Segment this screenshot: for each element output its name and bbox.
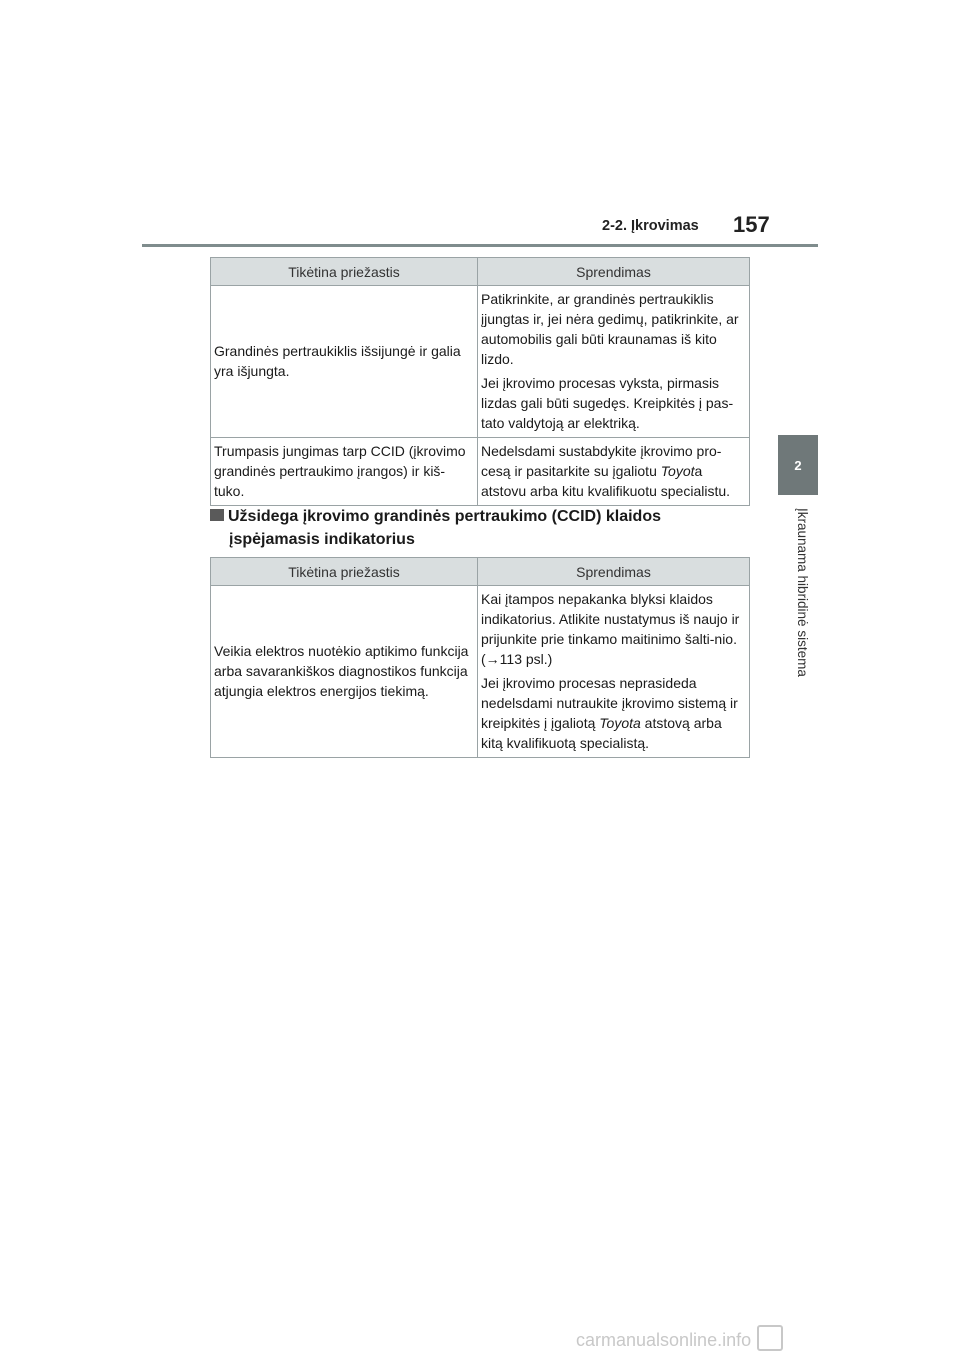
solution-text: a atstovu arba kitu kvalifikuotu specialistu. xyxy=(481,463,731,499)
solution-text: Nedelsdami sustabdykite įkrovimo pro-cesą ir pasitarkite su įgaliotu xyxy=(481,443,722,479)
cause-cell: Veikia elektros nuotėkio aptikimo funkcija arba savarankiškos diagnostikos funkcija atjungia elektros energijos tiekimą. xyxy=(211,586,478,758)
solution-paragraph xyxy=(481,673,745,753)
table-row xyxy=(211,286,750,438)
table-header-row xyxy=(211,558,750,586)
table-row xyxy=(211,438,750,506)
watermark-text: carmanualsonline.info xyxy=(576,1330,752,1350)
heading-line-2: įspėjamasis indikatorius xyxy=(229,531,415,548)
chapter-side-title: Įkraunama hibridinė sistema xyxy=(795,508,810,677)
solution-paragraph: Patikrinkite, ar grandinės pertraukiklis įjungtas ir, jei nėra gedimų, patikrinkite, ar automobilis gali būti kraunamas iš kito lizdo. xyxy=(481,291,739,367)
solution-text: atstovą arba kitą kvalifikuotą specialistą. xyxy=(481,715,722,751)
page-number: 157 xyxy=(733,212,770,237)
header-rule xyxy=(142,244,818,247)
watermark-logo-icon xyxy=(757,1325,783,1351)
column-header-cause: Tikėtina priežastis xyxy=(211,258,478,286)
brand-name: Toyot xyxy=(660,463,695,479)
column-header-solution: Sprendimas xyxy=(478,258,750,286)
solution-cell xyxy=(478,438,750,506)
solution-cell xyxy=(478,286,750,438)
watermark xyxy=(576,1325,783,1351)
chapter-tab-number: 2 xyxy=(794,457,802,473)
heading-line-1: Užsidega įkrovimo grandinės pertraukimo (CCID) klaidos xyxy=(228,508,661,525)
chapter-tab xyxy=(778,435,818,495)
square-bullet-icon xyxy=(210,509,224,521)
solution-cell xyxy=(478,586,750,758)
column-header-solution: Sprendimas xyxy=(478,558,750,586)
solution-paragraph: Jei įkrovimo procesas vyksta, pirmasis lizdas gali būti sugedęs. Kreipkitės į pas-tato valdytoją ar elektriką. xyxy=(481,375,734,431)
table-ccid-indicator xyxy=(210,557,750,758)
subsection-heading xyxy=(210,505,750,551)
section-title: 2-2. Įkrovimas xyxy=(602,218,699,234)
brand-name: Toyota xyxy=(599,715,641,731)
cause-cell: Trumpasis jungimas tarp CCID (įkrovimo grandinės pertraukimo įrangos) ir kiš-tuko. xyxy=(211,438,478,506)
table-row xyxy=(211,586,750,758)
table-breaker xyxy=(210,257,750,506)
solution-text: Jei įkrovimo procesas neprasideda nedelsdami nutraukite įkrovimo sistemą ir kreipkitės į įgaliotą xyxy=(481,675,738,731)
table-header-row xyxy=(211,258,750,286)
solution-paragraph: Kai įtampos nepakanka blyksi klaidos indikatorius. Atlikite nustatymus iš naujo ir prijunkite prie tinkamo maitinimo šalti-nio. (→113 psl.) xyxy=(481,591,740,667)
cause-cell: Grandinės pertraukiklis išsijungė ir galia yra išjungta. xyxy=(211,286,478,438)
column-header-cause: Tikėtina priežastis xyxy=(211,558,478,586)
